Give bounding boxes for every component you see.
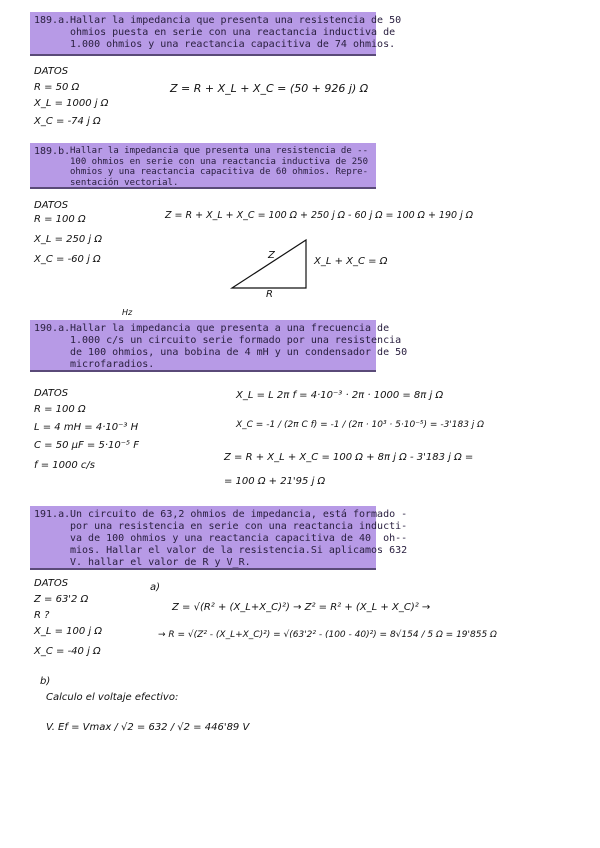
problem-statement: Hallar la impedancia que presenta una resistencia de -- 100 ohmios en serie con una reactancia inductiva de 250 ohmios y una reactancia capacitiva de 60 ohmios. Repre- sentación vectorial. [70,146,369,188]
solution-line: V. Ef = Vmax / √2 = 632 / √2 = 446'89 V [46,722,250,733]
datum-inductance: L = 4 mH = 4·10⁻³ H [34,422,139,433]
problem-190a-box [30,320,408,372]
datum-impedance: Z = 63'2 Ω [34,594,89,605]
datum-resistance: R = 50 Ω [34,82,80,93]
datos-label: DATOS [34,388,69,399]
solution-impedance: Z = R + X_L + X_C = (50 + 926 j) Ω [170,82,369,95]
solution-impedance: Z = R + X_L + X_C = 100 Ω + 250 j Ω - 60 j Ω = 100 Ω + 190 j Ω [165,210,474,221]
datum-resistance: R = 100 Ω [34,214,86,225]
problem-number: 189.a. [34,15,71,26]
problem-number: 190.a. [34,323,71,334]
datum-frequency: f = 1000 c/s [34,460,95,471]
diagram-vert-label: X_L + X_C = Ω [314,256,388,267]
problem-statement: Hallar la impedancia que presenta una resistencia de 50 ohmios puesta en serie con una reactancia inductiva de 1.000 ohmios y una reactancia capacitiva de 74 ohmios. [70,15,402,50]
impedance-triangle [232,240,306,288]
datum-capacitive: X_C = -60 j Ω [34,254,101,265]
hz-annotation: Hz [122,308,133,317]
solution-line: Z = √(R² + (X_L+X_C)²) → Z² = R² + (X_L + X_C)² → [172,602,431,613]
datum-inductive: X_L = 100 j Ω [34,626,103,637]
problem-191a-box [30,506,408,570]
problem-statement: Hallar la impedancia que presenta a una frecuencia de 1.000 c/s un circuito serie formado por una resistencia de 100 ohmios, una bobina de 4 mH y un condensador de 50 microfaradios. [70,323,408,370]
datum-capacitive: X_C = -40 j Ω [34,646,101,657]
datos-label: DATOS [34,66,69,77]
part-a-marker: a) [150,582,161,593]
part-b-marker: b) [40,676,51,687]
datum-inductive: X_L = 250 j Ω [34,234,103,245]
problem-statement: Un circuito de 63,2 ohmios de impedancia, está formado - por una resistencia en serie con una reactancia inducti- va de 100 ohmios y una reactancia capacitiva de 40 oh-- mios. Hallar el valor de la resistencia.Si aplicamos 632 V. hallar el valor de R y V_R. [70,509,408,568]
solution-line: Z = R + X_L + X_C = 100 Ω + 8π j Ω - 3'183 j Ω = [224,452,474,463]
datum-unknown: R ? [34,610,50,621]
problem-number: 189.b. [34,146,71,157]
datum-capacitance: C = 50 μF = 5·10⁻⁵ F [34,440,139,451]
solution-line: → R = √(Z² - (X_L+X_C)²) = √(63'2² - (100 - 40)²) = 8√154 / 5 Ω = 19'855 Ω [158,630,497,640]
datum-capacitive: X_C = -74 j Ω [34,116,101,127]
datos-label: DATOS [34,200,69,211]
diagram-base-label: R [266,289,273,300]
vector-diagram [228,238,378,302]
problem-189a-box [30,12,402,56]
problem-number: 191.a. [34,509,71,520]
solution-line: Calculo el voltaje efectivo: [46,692,179,703]
problem-189b-box [30,143,376,189]
solution-line: = 100 Ω + 21'95 j Ω [224,476,326,487]
datos-label: DATOS [34,578,69,589]
datum-inductive: X_L = 1000 j Ω [34,98,109,109]
diagram-hyp-label: Z [268,250,275,261]
datum-resistance: R = 100 Ω [34,404,86,415]
solution-line: X_L = L 2π f = 4·10⁻³ · 2π · 1000 = 8π j Ω [236,390,444,401]
solution-line: X_C = -1 / (2π C f) = -1 / (2π · 10³ · 5·10⁻⁵) = -3'183 j Ω [236,420,485,430]
